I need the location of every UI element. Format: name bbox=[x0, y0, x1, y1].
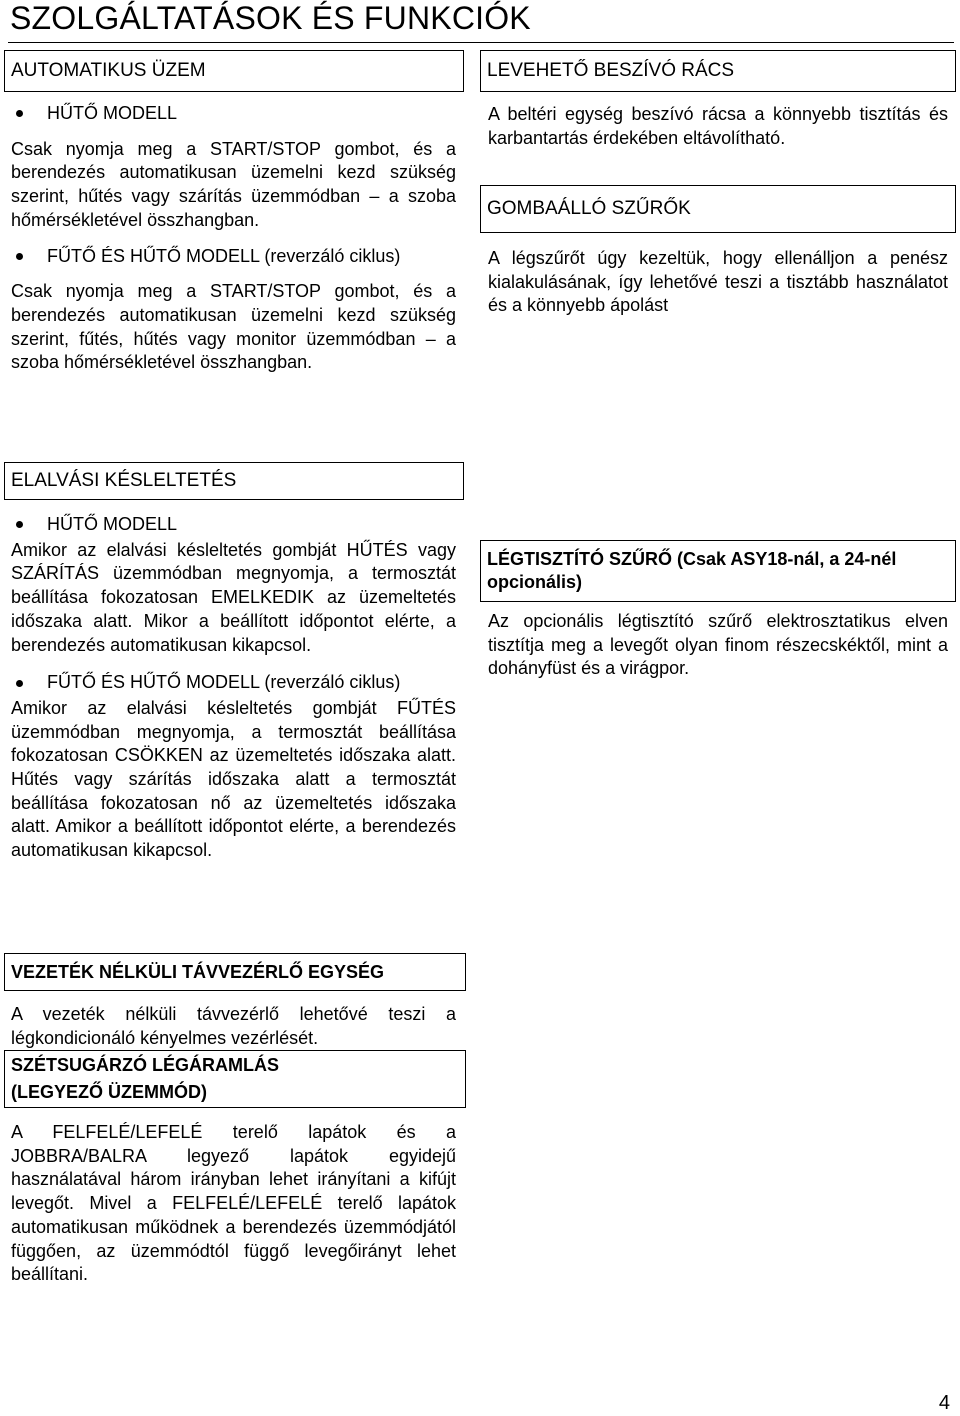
fan-section bbox=[11, 1121, 456, 1287]
auto-text-cooling: Csak nyomja meg a START/STOP gombot, és a berendezés automatikusan üzemelni kezd szükség szerint, hűtés vagy szárítás üzemmódban – a szoba hőmérsékletével összhangban. bbox=[11, 138, 456, 230]
mold-heading-text: GOMBAÁLLÓ SZŰRŐK bbox=[487, 198, 691, 219]
grille-text: A beltéri egység beszívó rácsa a könnyebb tisztítás és karbantartás érdekében eltávolítható. bbox=[488, 104, 948, 148]
bullet-dot-icon bbox=[16, 110, 23, 117]
wireless-heading bbox=[4, 953, 466, 991]
mold-heading bbox=[480, 185, 956, 233]
auto-bullet-cooling bbox=[11, 102, 456, 126]
mold-text: A légszűrőt úgy kezeltük, hogy ellenálljon a penész kialakulásának, így lehetővé teszi a tisztább használatot és a könnyebb ápolást bbox=[488, 248, 948, 316]
mold-section bbox=[488, 247, 948, 318]
sleep-bullet-heating-label: FŰTŐ ÉS HŰTŐ MODELL (reverzáló ciklus) bbox=[47, 672, 401, 693]
auto-heading bbox=[4, 50, 464, 92]
auto-text-heating: Csak nyomja meg a START/STOP gombot, és a berendezés automatikusan üzemelni kezd szükség szerint, fűtés, hűtés vagy monitor üzemmódban – a szoba hőmérsékletével összhangban. bbox=[11, 281, 456, 373]
page-number: 4 bbox=[938, 1392, 950, 1414]
bullet-dot-icon bbox=[16, 680, 23, 687]
auto-bullet-cooling-label: HŰTŐ MODELL bbox=[47, 103, 178, 123]
grille-heading-text: LEVEHETŐ BESZÍVÓ RÁCS bbox=[487, 60, 735, 81]
sleep-section bbox=[11, 513, 456, 863]
bullet-dot-icon bbox=[16, 253, 23, 260]
sleep-heading-text: ELALVÁSI KÉSLELTETÉS bbox=[11, 470, 237, 491]
page-title: SZOLGÁLTATÁSOK ÉS FUNKCIÓK bbox=[10, 0, 531, 36]
fan-text: A FELFELÉ/LEFELÉ terelő lapátok és a JOBBRA/BALRA legyező lapátok egyidejű használatával három irányban lehet irányítani a kifújt levegőt. Mivel a FELFELÉ/LEFELÉ terelő lapátok automatikusan működnek a berendezés üzemmódjától függően, az üzemmódtól függő levegőirányt lehet beállítani. bbox=[11, 1122, 456, 1285]
grille-heading bbox=[480, 50, 956, 92]
auto-bullet-heating-label: FŰTŐ ÉS HŰTŐ MODELL (reverzáló ciklus) bbox=[47, 245, 401, 266]
sleep-bullet-cooling bbox=[11, 513, 456, 537]
sleep-bullet-cooling-label: HŰTŐ MODELL bbox=[47, 514, 178, 534]
fan-heading-line1: SZÉTSUGÁRZÓ LÉGÁRAMLÁS bbox=[11, 1055, 279, 1075]
bullet-dot-icon bbox=[16, 521, 23, 528]
purifier-section bbox=[488, 610, 948, 681]
title-rule bbox=[8, 42, 954, 43]
auto-heading-text: AUTOMATIKUS ÜZEM bbox=[11, 60, 206, 81]
purifier-heading bbox=[480, 540, 956, 602]
sleep-heading bbox=[4, 462, 464, 500]
fan-heading bbox=[4, 1050, 466, 1108]
wireless-section bbox=[11, 1003, 456, 1050]
purifier-heading-text: LÉGTISZTÍTÓ SZŰRŐ (Csak ASY18-nál, a 24-nél opcionális) bbox=[487, 549, 897, 592]
wireless-text: A vezeték nélküli távvezérlő lehetővé teszi a légkondicionáló kényelmes vezérlését. bbox=[11, 1004, 456, 1048]
fan-heading-line2: (LEGYEZŐ ÜZEMMÓD) bbox=[11, 1082, 207, 1102]
sleep-text-cooling: Amikor az elalvási késleltetés gombját HŰTÉS vagy SZÁRÍTÁS üzemmódban megnyomja, a termosztát beállítása fokozatosan EMELKEDIK az üzemeltetés időszaka alatt. Mikor a beállított időpontot elérte, a berendezés automatikusan kikapcsol. bbox=[11, 539, 456, 655]
auto-section bbox=[11, 102, 456, 375]
sleep-text-heating: Amikor az elalvási késleltetés gombját FŰTÉS üzemmódban megnyomja, a termosztát beállítása fokozatosan CSÖKKEN az üzemeltetés időszaka alatt. Hűtés vagy szárítás időszaka alatt a termosztát beállítása fokozatosan nő az üzemeltetés időszaka alatt. Amikor a beállított időpontot elérte, a berendezés automatikusan kikapcsol. bbox=[11, 697, 456, 861]
auto-bullet-heating bbox=[11, 245, 456, 269]
wireless-heading-text: VEZETÉK NÉLKÜLI TÁVVEZÉRLŐ EGYSÉG bbox=[11, 961, 385, 982]
purifier-text: Az opcionális légtisztító szűrő elektrosztatikus elven tisztítja meg a levegőt olyan finom részecskéktől, mint a dohányfüst és a virágpor. bbox=[488, 611, 948, 679]
grille-section bbox=[488, 103, 948, 150]
sleep-bullet-heating bbox=[11, 671, 456, 695]
